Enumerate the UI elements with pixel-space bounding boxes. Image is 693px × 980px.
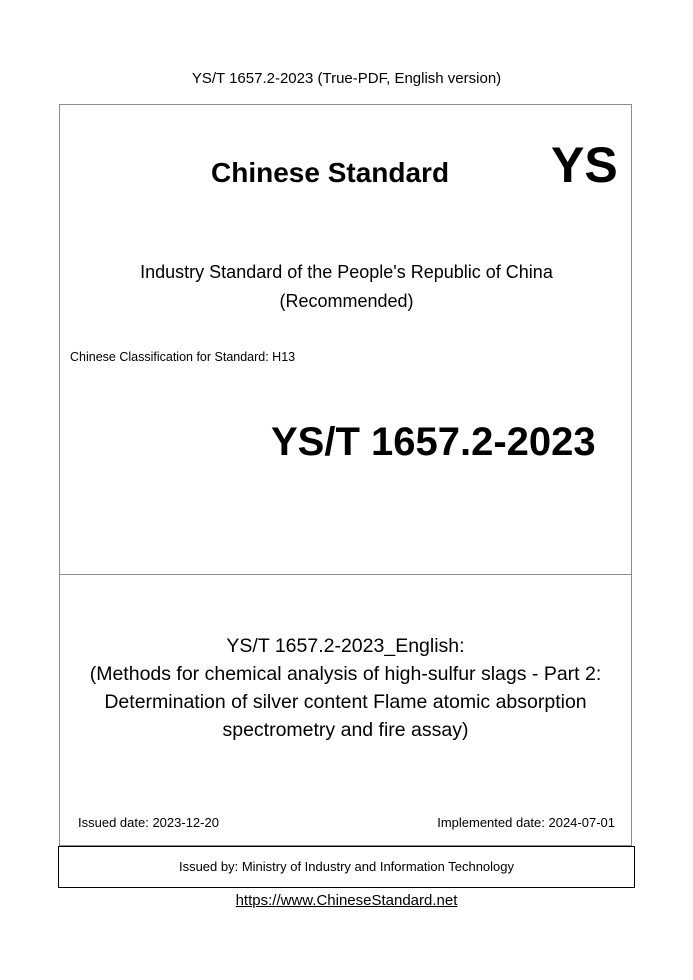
english-title-line-4: spectrometry and fire assay) [222,719,469,741]
site-link-container [0,892,693,909]
issuer-box: Issued by: Ministry of Industry and Information Technology [58,846,635,888]
issued-date: Issued date: 2023-12-20 [78,815,219,830]
cover-title: Chinese Standard [211,157,450,188]
ys-logo: YS [551,137,618,193]
english-title-line-1: YS/T 1657.2-2023_English: [226,635,465,657]
classification-text: Chinese Classification for Standard: H13 [70,350,296,364]
industry-statement [0,258,693,316]
standard-number: YS/T 1657.2-2023 [271,420,596,464]
implemented-date: Implemented date: 2024-07-01 [437,815,615,830]
industry-line-1: Industry Standard of the People's Republic of China [140,262,553,282]
english-title-line-3: Determination of silver content Flame atomic absorption [104,691,587,713]
site-link[interactable]: https://www.ChineseStandard.net [235,892,458,909]
english-title-block [59,632,632,744]
section-divider [59,574,632,575]
industry-line-2: (Recommended) [279,291,414,311]
header-caption: YS/T 1657.2-2023 (True-PDF, English version) [191,70,502,87]
english-title-line-2: (Methods for chemical analysis of high-sulfur slags - Part 2: [89,663,602,685]
